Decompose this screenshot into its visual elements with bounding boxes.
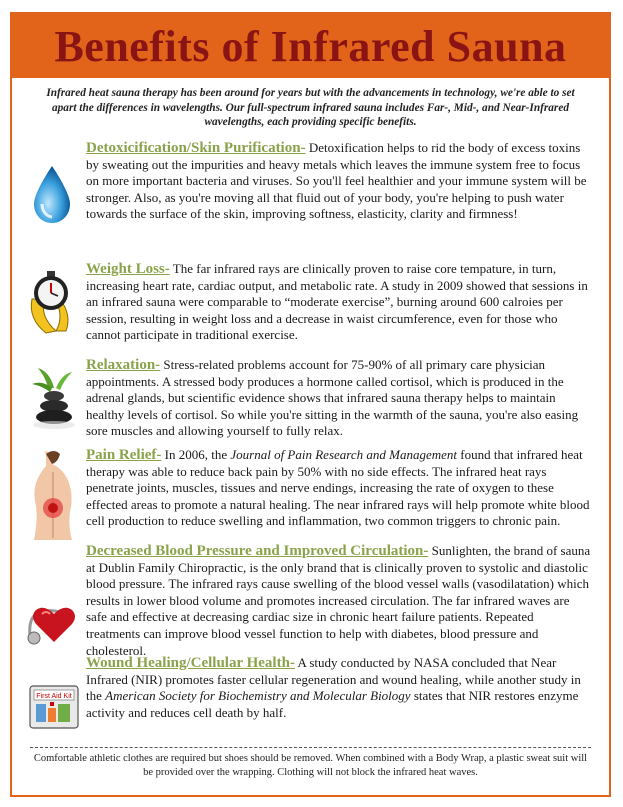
section-weight-loss (86, 261, 591, 344)
section-detox (86, 140, 591, 223)
water-drop-icon (30, 164, 74, 226)
journal-title: Journal of Pain Research and Management (230, 447, 457, 462)
first-aid-kit-label: First Aid Kit (36, 693, 72, 700)
section-blood-pressure (86, 543, 591, 659)
stopwatch-tape-measure-icon (26, 269, 76, 335)
first-aid-kit-icon (26, 680, 82, 732)
section-body-post: states that NIR restores enzyme activity and reduces cell death by half. (86, 688, 579, 720)
section-heading: Decreased Blood Pressure and Improved Circulation- (86, 543, 429, 559)
section-heading: Weight Loss- (86, 261, 170, 277)
section-heading: Detoxicification/Skin Purification- (86, 140, 306, 156)
section-body: Stress-related problems account for 75-90% of all primary care physician appointments. A stressed body produces a hormone called cortisol, which is produced in the adrenal glands, but scientific evidence shows that infrared sauna therapy helps to maintain healthy levels of cortisol. So while you're sitting in the warmth of the sauna, you're also easing sore muscles and allowing yourself to fully relax. (86, 357, 579, 439)
section-pain-relief (86, 447, 591, 530)
back-pain-icon (28, 450, 78, 542)
section-body: Sunlighten, the brand of sauna at Dublin Family Chiropractic, is the only brand that is clinically proven to systolic and diastolic blood pressure. The infrared rays cause swelling of the blood vessel walls (vasodilatation) which results in lower blood volume and promotes increased circulation. The far infrared waves are safe and effective at decreasing cardiac size in chronic heart failure patients. Repeated treatments can improve blood vessel function to help with diabetes, blood pressure and cholesterol. (86, 543, 591, 658)
heart-stethoscope-icon (26, 586, 80, 646)
zen-stones-icon (28, 366, 76, 430)
section-heading: Relaxation- (86, 357, 161, 373)
title-banner (12, 14, 609, 78)
section-heading: Pain Relief- (86, 447, 162, 463)
section-body: The far infrared rays are clinically proven to raise core tempature, in turn, increasing heart rate, cardiac output, and metabolic rate. A study in 2009 showed that sessions in an infrared sauna were comparable to “moderate exercise”, burning around 600 calroies per session, resulting in weight loss and a decrease in waist circumference, even for those who cannot participate in traditional exercise. (86, 261, 588, 343)
footer-note: Comfortable athletic clothes are required but shoes should be removed. When combined with a Body Wrap, a plastic sweat suit will be provided over the wrapping. Clothing will not block the infrared heat waves. (33, 753, 588, 778)
intro-text: Infrared heat sauna therapy has been around for years but with the advancements in technology, we're able to set apart the differences in wavelengths. Our full-spectrum infrared sauna includes Far-, Mid-, and Near-Infrared wavelengths, each providing specific benefits. (46, 87, 575, 128)
section-wound-healing (86, 655, 591, 721)
journal-title: American Society for Biochemistry and Molecular Biology (105, 688, 411, 704)
flyer-page (10, 12, 611, 797)
page-title: Benefits of Infrared Sauna (54, 21, 567, 71)
section-body-pre: A study conducted by NASA concluded that Near Infrared (NIR) promotes faster cellular regeneration and wound healing, while another study in the (86, 655, 581, 704)
section-body-pre: In 2006, the (161, 447, 231, 462)
section-heading: Wound Healing/Cellular Health- (86, 655, 295, 671)
section-relaxation (86, 357, 591, 440)
footer-divider (30, 747, 591, 748)
section-body-post: found that infrared heat therapy was able to reduce back pain by 50% with no side effects. The infrared heat rays penetrate joints, muscles, tissues and nerve endings, increasing the rate of oxygen to these effected areas to promote a natural healing. The near infrared rays will help promote white blood cell production to reduce swelling and inflammation, two common triggers to chronic pain. (86, 447, 590, 529)
section-body: Detoxification helps to rid the body of excess toxins by sweating out the impurities and heavy metals which leaves the immune system free to focus on more important bacteria and viruses. So you'll feel healthier and your immune system will be stronger. Also, as you're moving all that fluid out of your body, you're helping to push water towards the surface of the skin, improving softness, elasticity, clarity and firmness! (86, 140, 587, 222)
